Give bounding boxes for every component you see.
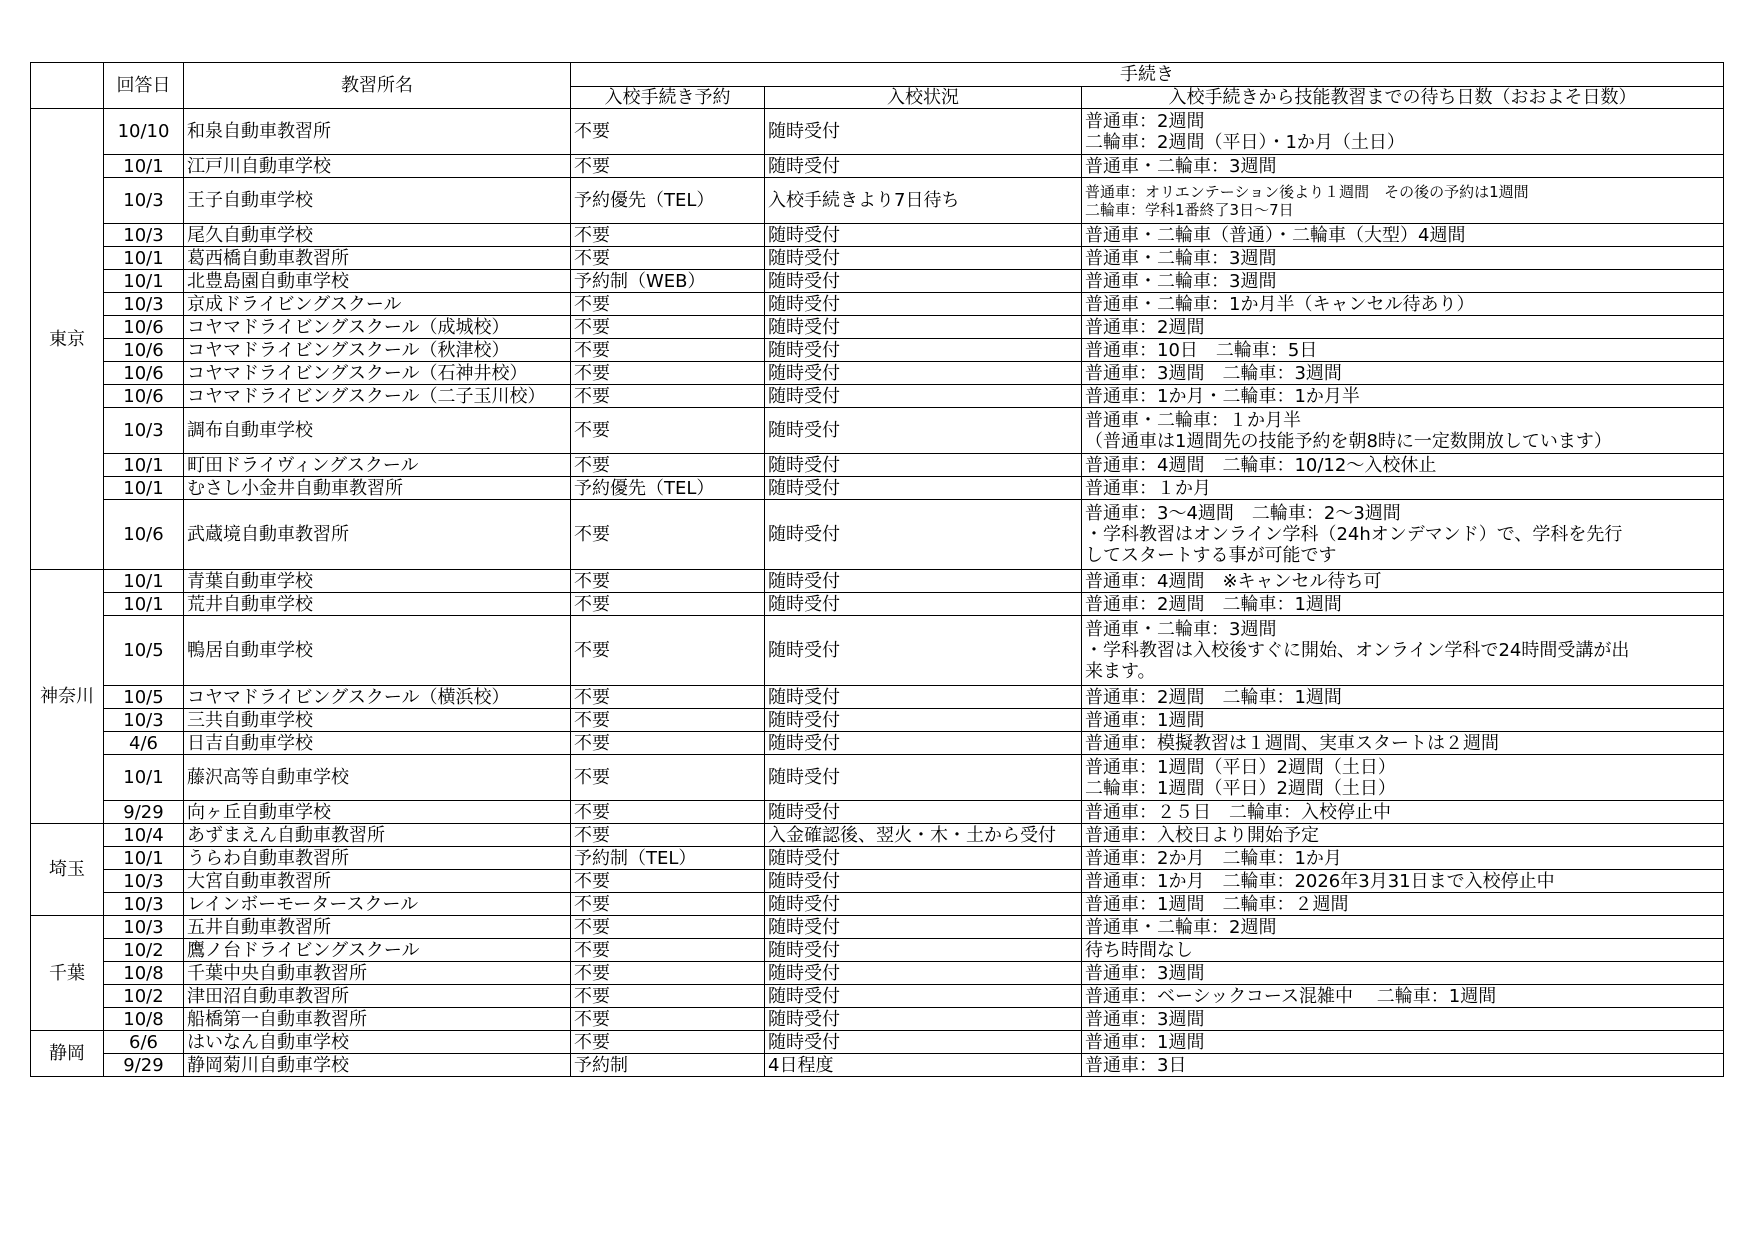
answer-date-cell: 10/4 (104, 824, 184, 847)
table-row (31, 985, 1724, 1008)
status-cell: 随時受付 (765, 686, 1082, 709)
wait-line: 普通車：1週間 二輪車：２週間 (1085, 893, 1349, 915)
status-cell: 入校手続きより7日待ち (765, 178, 1082, 224)
answer-date-cell: 10/3 (104, 893, 184, 916)
status-cell: 随時受付 (765, 408, 1082, 454)
wait-days-cell (1082, 362, 1724, 385)
reservation-cell: 不要 (571, 616, 765, 686)
prefecture-cell: 神奈川 (31, 570, 104, 824)
wait-days-cell (1082, 616, 1724, 686)
wait-days-cell (1082, 755, 1724, 801)
answer-date-cell: 10/3 (104, 916, 184, 939)
wait-line: 普通車：3日 (1085, 1054, 1187, 1076)
reservation-cell: 不要 (571, 316, 765, 339)
reservation-cell: 不要 (571, 686, 765, 709)
table-row (31, 454, 1724, 477)
school-name-cell: 向ヶ丘自動車学校 (184, 801, 571, 824)
school-name-cell: あずまえん自動車教習所 (184, 824, 571, 847)
table-row (31, 916, 1724, 939)
wait-days-cell (1082, 385, 1724, 408)
wait-days-cell (1082, 477, 1724, 500)
answer-date-cell: 10/3 (104, 870, 184, 893)
reservation-cell: 不要 (571, 962, 765, 985)
reservation-cell: 不要 (571, 870, 765, 893)
answer-date-cell: 6/6 (104, 1031, 184, 1054)
school-name-cell: 葛西橋自動車教習所 (184, 247, 571, 270)
table-row (31, 847, 1724, 870)
school-name-cell: 江戸川自動車学校 (184, 155, 571, 178)
header-wait: 入校手続きから技能教習までの待ち日数（おおよそ日数） (1082, 87, 1724, 109)
answer-date-cell: 10/1 (104, 270, 184, 293)
wait-days-cell (1082, 916, 1724, 939)
wait-line: 普通車：2週間 (1085, 316, 1205, 338)
wait-line: 普通車・二輪車：1か月半（キャンセル待あり） (1085, 293, 1475, 315)
school-name-cell: 船橋第一自動車教習所 (184, 1008, 571, 1031)
school-name-cell: コヤマドライビングスクール（横浜校） (184, 686, 571, 709)
reservation-cell: 不要 (571, 500, 765, 570)
wait-days-cell (1082, 178, 1724, 224)
reservation-cell: 不要 (571, 1031, 765, 1054)
school-name-cell: コヤマドライビングスクール（成城校） (184, 316, 571, 339)
table-row (31, 755, 1724, 801)
table-row (31, 616, 1724, 686)
reservation-cell: 不要 (571, 293, 765, 316)
status-cell: 随時受付 (765, 155, 1082, 178)
table-row (31, 1054, 1724, 1077)
wait-line: 普通車・二輪車：１か月半 (1085, 409, 1301, 431)
wait-days-cell (1082, 1054, 1724, 1077)
header-status: 入校状況 (765, 87, 1082, 109)
answer-date-cell: 10/3 (104, 293, 184, 316)
wait-line: 普通車：1週間 (1085, 1031, 1205, 1053)
table-row (31, 385, 1724, 408)
table-row (31, 962, 1724, 985)
wait-line: 普通車・二輪車：3週間 (1085, 247, 1277, 269)
status-cell: 随時受付 (765, 454, 1082, 477)
table-row (31, 593, 1724, 616)
table-header (31, 63, 1724, 109)
answer-date-cell: 4/6 (104, 732, 184, 755)
wait-line: 普通車・二輪車：3週間 (1085, 270, 1277, 292)
answer-date-cell: 10/1 (104, 477, 184, 500)
answer-date-cell: 10/6 (104, 316, 184, 339)
table-row (31, 732, 1724, 755)
reservation-cell: 不要 (571, 385, 765, 408)
wait-line: 二輪車：1週間（平日）2週間（土日） (1085, 777, 1396, 799)
school-name-cell: むさし小金井自動車教習所 (184, 477, 571, 500)
status-cell: 随時受付 (765, 616, 1082, 686)
answer-date-cell: 10/6 (104, 362, 184, 385)
answer-date-cell: 10/8 (104, 962, 184, 985)
reservation-cell: 不要 (571, 109, 765, 155)
status-cell: 随時受付 (765, 362, 1082, 385)
wait-line: 待ち時間なし (1085, 939, 1193, 961)
wait-line: 普通車：3週間 (1085, 1008, 1205, 1030)
wait-line: 普通車：3週間 二輪車：3週間 (1085, 362, 1342, 384)
wait-days-cell (1082, 109, 1724, 155)
answer-date-cell: 10/3 (104, 224, 184, 247)
wait-line: 普通車：模擬教習は１週間、実車スタートは２週間 (1085, 732, 1499, 754)
school-name-cell: 王子自動車学校 (184, 178, 571, 224)
status-cell: 随時受付 (765, 732, 1082, 755)
table-row (31, 893, 1724, 916)
answer-date-cell: 10/6 (104, 339, 184, 362)
wait-days-cell (1082, 1031, 1724, 1054)
school-name-cell: 鴨居自動車学校 (184, 616, 571, 686)
reservation-cell: 不要 (571, 408, 765, 454)
school-name-cell: コヤマドライビングスクール（秋津校） (184, 339, 571, 362)
wait-line: 普通車：2か月 二輪車：1か月 (1085, 847, 1342, 869)
school-name-cell: 調布自動車学校 (184, 408, 571, 454)
answer-date-cell: 10/3 (104, 408, 184, 454)
reservation-cell: 不要 (571, 1008, 765, 1031)
wait-line: 普通車：3週間 (1085, 962, 1205, 984)
table-row (31, 1008, 1724, 1031)
wait-days-cell (1082, 408, 1724, 454)
table-body (31, 109, 1724, 1077)
reservation-cell: 予約制（WEB） (571, 270, 765, 293)
school-name-cell: 武蔵境自動車教習所 (184, 500, 571, 570)
table-row (31, 178, 1724, 224)
table-row (31, 477, 1724, 500)
reservation-cell: 不要 (571, 985, 765, 1008)
school-name-cell: 荒井自動車学校 (184, 593, 571, 616)
reservation-cell: 予約制 (571, 1054, 765, 1077)
prefecture-cell: 東京 (31, 109, 104, 570)
wait-days-cell (1082, 293, 1724, 316)
table-row (31, 247, 1724, 270)
wait-days-cell (1082, 962, 1724, 985)
wait-line: 普通車・二輪車：3週間 (1085, 155, 1277, 177)
status-cell: 随時受付 (765, 293, 1082, 316)
wait-days-cell (1082, 247, 1724, 270)
reservation-cell: 不要 (571, 224, 765, 247)
wait-line: 普通車：1週間 (1085, 709, 1205, 731)
answer-date-cell: 10/2 (104, 985, 184, 1008)
table-row (31, 270, 1724, 293)
status-cell: 随時受付 (765, 962, 1082, 985)
table-row (31, 316, 1724, 339)
status-cell: 随時受付 (765, 939, 1082, 962)
answer-date-cell: 10/2 (104, 939, 184, 962)
status-cell: 随時受付 (765, 893, 1082, 916)
reservation-cell: 不要 (571, 362, 765, 385)
status-cell: 随時受付 (765, 316, 1082, 339)
wait-days-cell (1082, 593, 1724, 616)
school-name-cell: 大宮自動車教習所 (184, 870, 571, 893)
answer-date-cell: 10/1 (104, 155, 184, 178)
status-cell: 随時受付 (765, 339, 1082, 362)
school-name-cell: 鷹ノ台ドライビングスクール (184, 939, 571, 962)
wait-line: 普通車・二輪車：2週間 (1085, 916, 1277, 938)
answer-date-cell: 10/6 (104, 385, 184, 408)
wait-line: 普通車：2週間 (1085, 110, 1205, 132)
wait-days-cell (1082, 801, 1724, 824)
wait-days-cell (1082, 500, 1724, 570)
table-row (31, 500, 1724, 570)
status-cell: 随時受付 (765, 847, 1082, 870)
status-cell: 入金確認後、翌火・木・土から受付 (765, 824, 1082, 847)
table-row (31, 709, 1724, 732)
status-cell: 随時受付 (765, 1008, 1082, 1031)
answer-date-cell: 10/5 (104, 616, 184, 686)
wait-line: 普通車：4週間 ※キャンセル待ち可 (1085, 570, 1382, 592)
school-name-cell: 三共自動車学校 (184, 709, 571, 732)
school-name-cell: 五井自動車教習所 (184, 916, 571, 939)
answer-date-cell: 10/3 (104, 709, 184, 732)
status-cell: 随時受付 (765, 385, 1082, 408)
wait-days-cell (1082, 893, 1724, 916)
reservation-cell: 不要 (571, 339, 765, 362)
reservation-cell: 不要 (571, 893, 765, 916)
school-name-cell: 千葉中央自動車教習所 (184, 962, 571, 985)
reservation-cell: 不要 (571, 755, 765, 801)
status-cell: 随時受付 (765, 477, 1082, 500)
wait-days-cell (1082, 732, 1724, 755)
wait-line: 普通車・二輪車（普通）・二輪車（大型）4週間 (1085, 224, 1466, 246)
school-name-cell: 藤沢高等自動車学校 (184, 755, 571, 801)
header-procedure-group: 手続き (571, 63, 1724, 87)
status-cell: 随時受付 (765, 870, 1082, 893)
wait-line: 普通車：10日 二輪車：5日 (1085, 339, 1318, 361)
table-row (31, 155, 1724, 178)
status-cell: 随時受付 (765, 593, 1082, 616)
answer-date-cell: 10/10 (104, 109, 184, 155)
status-cell: 随時受付 (765, 1031, 1082, 1054)
table-row (31, 570, 1724, 593)
wait-days-cell (1082, 316, 1724, 339)
reservation-cell: 不要 (571, 155, 765, 178)
answer-date-cell: 9/29 (104, 1054, 184, 1077)
status-cell: 随時受付 (765, 801, 1082, 824)
answer-date-cell: 10/6 (104, 500, 184, 570)
wait-line: 普通車：オリエンテーション後より１週間 その後の予約は1週間 (1085, 182, 1529, 201)
answer-date-cell: 10/8 (104, 1008, 184, 1031)
reservation-cell: 不要 (571, 709, 765, 732)
answer-date-cell: 10/1 (104, 847, 184, 870)
reservation-cell: 不要 (571, 824, 765, 847)
reservation-cell: 不要 (571, 732, 765, 755)
status-cell: 随時受付 (765, 109, 1082, 155)
reservation-cell: 不要 (571, 247, 765, 270)
wait-days-cell (1082, 1008, 1724, 1031)
status-cell: 随時受付 (765, 916, 1082, 939)
status-cell: 随時受付 (765, 709, 1082, 732)
reservation-cell: 予約優先（TEL） (571, 477, 765, 500)
wait-days-cell (1082, 847, 1724, 870)
wait-line: 二輪車：2週間（平日）・1か月（土日） (1085, 131, 1405, 153)
header-pref (31, 63, 104, 109)
wait-line: 普通車：1か月 二輪車：2026年3月31日まで入校停止中 (1085, 870, 1555, 892)
reservation-cell: 不要 (571, 939, 765, 962)
table-row (31, 1031, 1724, 1054)
status-cell: 随時受付 (765, 224, 1082, 247)
wait-days-cell (1082, 454, 1724, 477)
answer-date-cell: 10/1 (104, 570, 184, 593)
wait-line: ・学科教習はオンライン学科（24hオンデマンド）で、学科を先行 (1085, 524, 1623, 545)
answer-date-cell: 10/1 (104, 755, 184, 801)
school-name-cell: 津田沼自動車教習所 (184, 985, 571, 1008)
status-cell: 随時受付 (765, 500, 1082, 570)
school-name-cell: 町田ドライヴィングスクール (184, 454, 571, 477)
table-row (31, 109, 1724, 155)
school-name-cell: 日吉自動車学校 (184, 732, 571, 755)
wait-line: 二輪車：学科1番終了3日～7日 (1085, 200, 1294, 219)
school-name-cell: 静岡菊川自動車学校 (184, 1054, 571, 1077)
school-name-cell: うらわ自動車教習所 (184, 847, 571, 870)
answer-date-cell: 10/3 (104, 178, 184, 224)
wait-line: してスタートする事が可能です (1085, 545, 1337, 566)
wait-line: ・学科教習は入校後すぐに開始、オンライン学科で24時間受講が出 (1085, 640, 1630, 661)
reservation-cell: 不要 (571, 593, 765, 616)
wait-line: 普通車：ベーシックコース混雑中 二輪車：1週間 (1085, 985, 1497, 1007)
header-school: 教習所名 (184, 63, 571, 109)
header-reservation: 入校手続き予約 (571, 87, 765, 109)
table-row (31, 824, 1724, 847)
reservation-cell: 不要 (571, 454, 765, 477)
status-cell: 随時受付 (765, 570, 1082, 593)
answer-date-cell: 10/1 (104, 593, 184, 616)
table-row (31, 339, 1724, 362)
wait-line: 普通車：2週間 二輪車：1週間 (1085, 686, 1342, 708)
table-row (31, 224, 1724, 247)
wait-days-cell (1082, 224, 1724, 247)
reservation-cell: 予約優先（TEL） (571, 178, 765, 224)
status-cell: 随時受付 (765, 755, 1082, 801)
wait-line: 普通車：4週間 二輪車：10/12～入校休止 (1085, 454, 1437, 476)
status-cell: 随時受付 (765, 247, 1082, 270)
wait-days-cell (1082, 939, 1724, 962)
school-name-cell: 北豊島園自動車学校 (184, 270, 571, 293)
table-row (31, 293, 1724, 316)
school-name-cell: 尾久自動車学校 (184, 224, 571, 247)
answer-date-cell: 10/1 (104, 247, 184, 270)
table-row (31, 939, 1724, 962)
reservation-cell: 不要 (571, 570, 765, 593)
reservation-cell: 不要 (571, 916, 765, 939)
prefecture-cell: 静岡 (31, 1031, 104, 1077)
school-name-cell: はいなん自動車学校 (184, 1031, 571, 1054)
answer-date-cell: 9/29 (104, 801, 184, 824)
wait-days-cell (1082, 709, 1724, 732)
header-date: 回答日 (104, 63, 184, 109)
school-name-cell: 和泉自動車教習所 (184, 109, 571, 155)
status-cell: 随時受付 (765, 985, 1082, 1008)
wait-line: 普通車：2週間 二輪車：1週間 (1085, 593, 1342, 615)
reservation-cell: 不要 (571, 801, 765, 824)
school-wait-table (30, 62, 1724, 1077)
wait-days-cell (1082, 686, 1724, 709)
table-row (31, 408, 1724, 454)
wait-line: 普通車：3～4週間 二輪車：2～3週間 (1085, 503, 1401, 524)
school-name-cell: コヤマドライビングスクール（二子玉川校） (184, 385, 571, 408)
school-name-cell: 青葉自動車学校 (184, 570, 571, 593)
status-cell: 随時受付 (765, 270, 1082, 293)
school-name-cell: 京成ドライビングスクール (184, 293, 571, 316)
wait-line: 普通車：２５日 二輪車：入校停止中 (1085, 801, 1391, 823)
table-row (31, 801, 1724, 824)
answer-date-cell: 10/1 (104, 454, 184, 477)
header-row-top (31, 63, 1724, 87)
school-name-cell: レインボーモータースクール (184, 893, 571, 916)
status-cell: 4日程度 (765, 1054, 1082, 1077)
wait-days-cell (1082, 570, 1724, 593)
wait-days-cell (1082, 270, 1724, 293)
wait-line: 普通車：入校日より開始予定 (1085, 824, 1319, 846)
answer-date-cell: 10/5 (104, 686, 184, 709)
table-row (31, 362, 1724, 385)
reservation-cell: 予約制（TEL） (571, 847, 765, 870)
wait-line: （普通車は1週間先の技能予約を朝8時に一定数開放しています） (1085, 430, 1612, 452)
prefecture-cell: 千葉 (31, 916, 104, 1031)
wait-line: 普通車：１か月 (1085, 477, 1211, 499)
wait-days-cell (1082, 870, 1724, 893)
table-row (31, 870, 1724, 893)
wait-days-cell (1082, 824, 1724, 847)
wait-days-cell (1082, 339, 1724, 362)
wait-line: 普通車・二輪車：3週間 (1085, 619, 1277, 640)
wait-line: 普通車：1週間（平日）2週間（土日） (1085, 756, 1396, 778)
wait-days-cell (1082, 155, 1724, 178)
wait-days-cell (1082, 985, 1724, 1008)
wait-line: 普通車：1か月・二輪車：1か月半 (1085, 385, 1360, 407)
school-name-cell: コヤマドライビングスクール（石神井校） (184, 362, 571, 385)
wait-line: 来ます。 (1085, 661, 1156, 682)
prefecture-cell: 埼玉 (31, 824, 104, 916)
table-row (31, 686, 1724, 709)
